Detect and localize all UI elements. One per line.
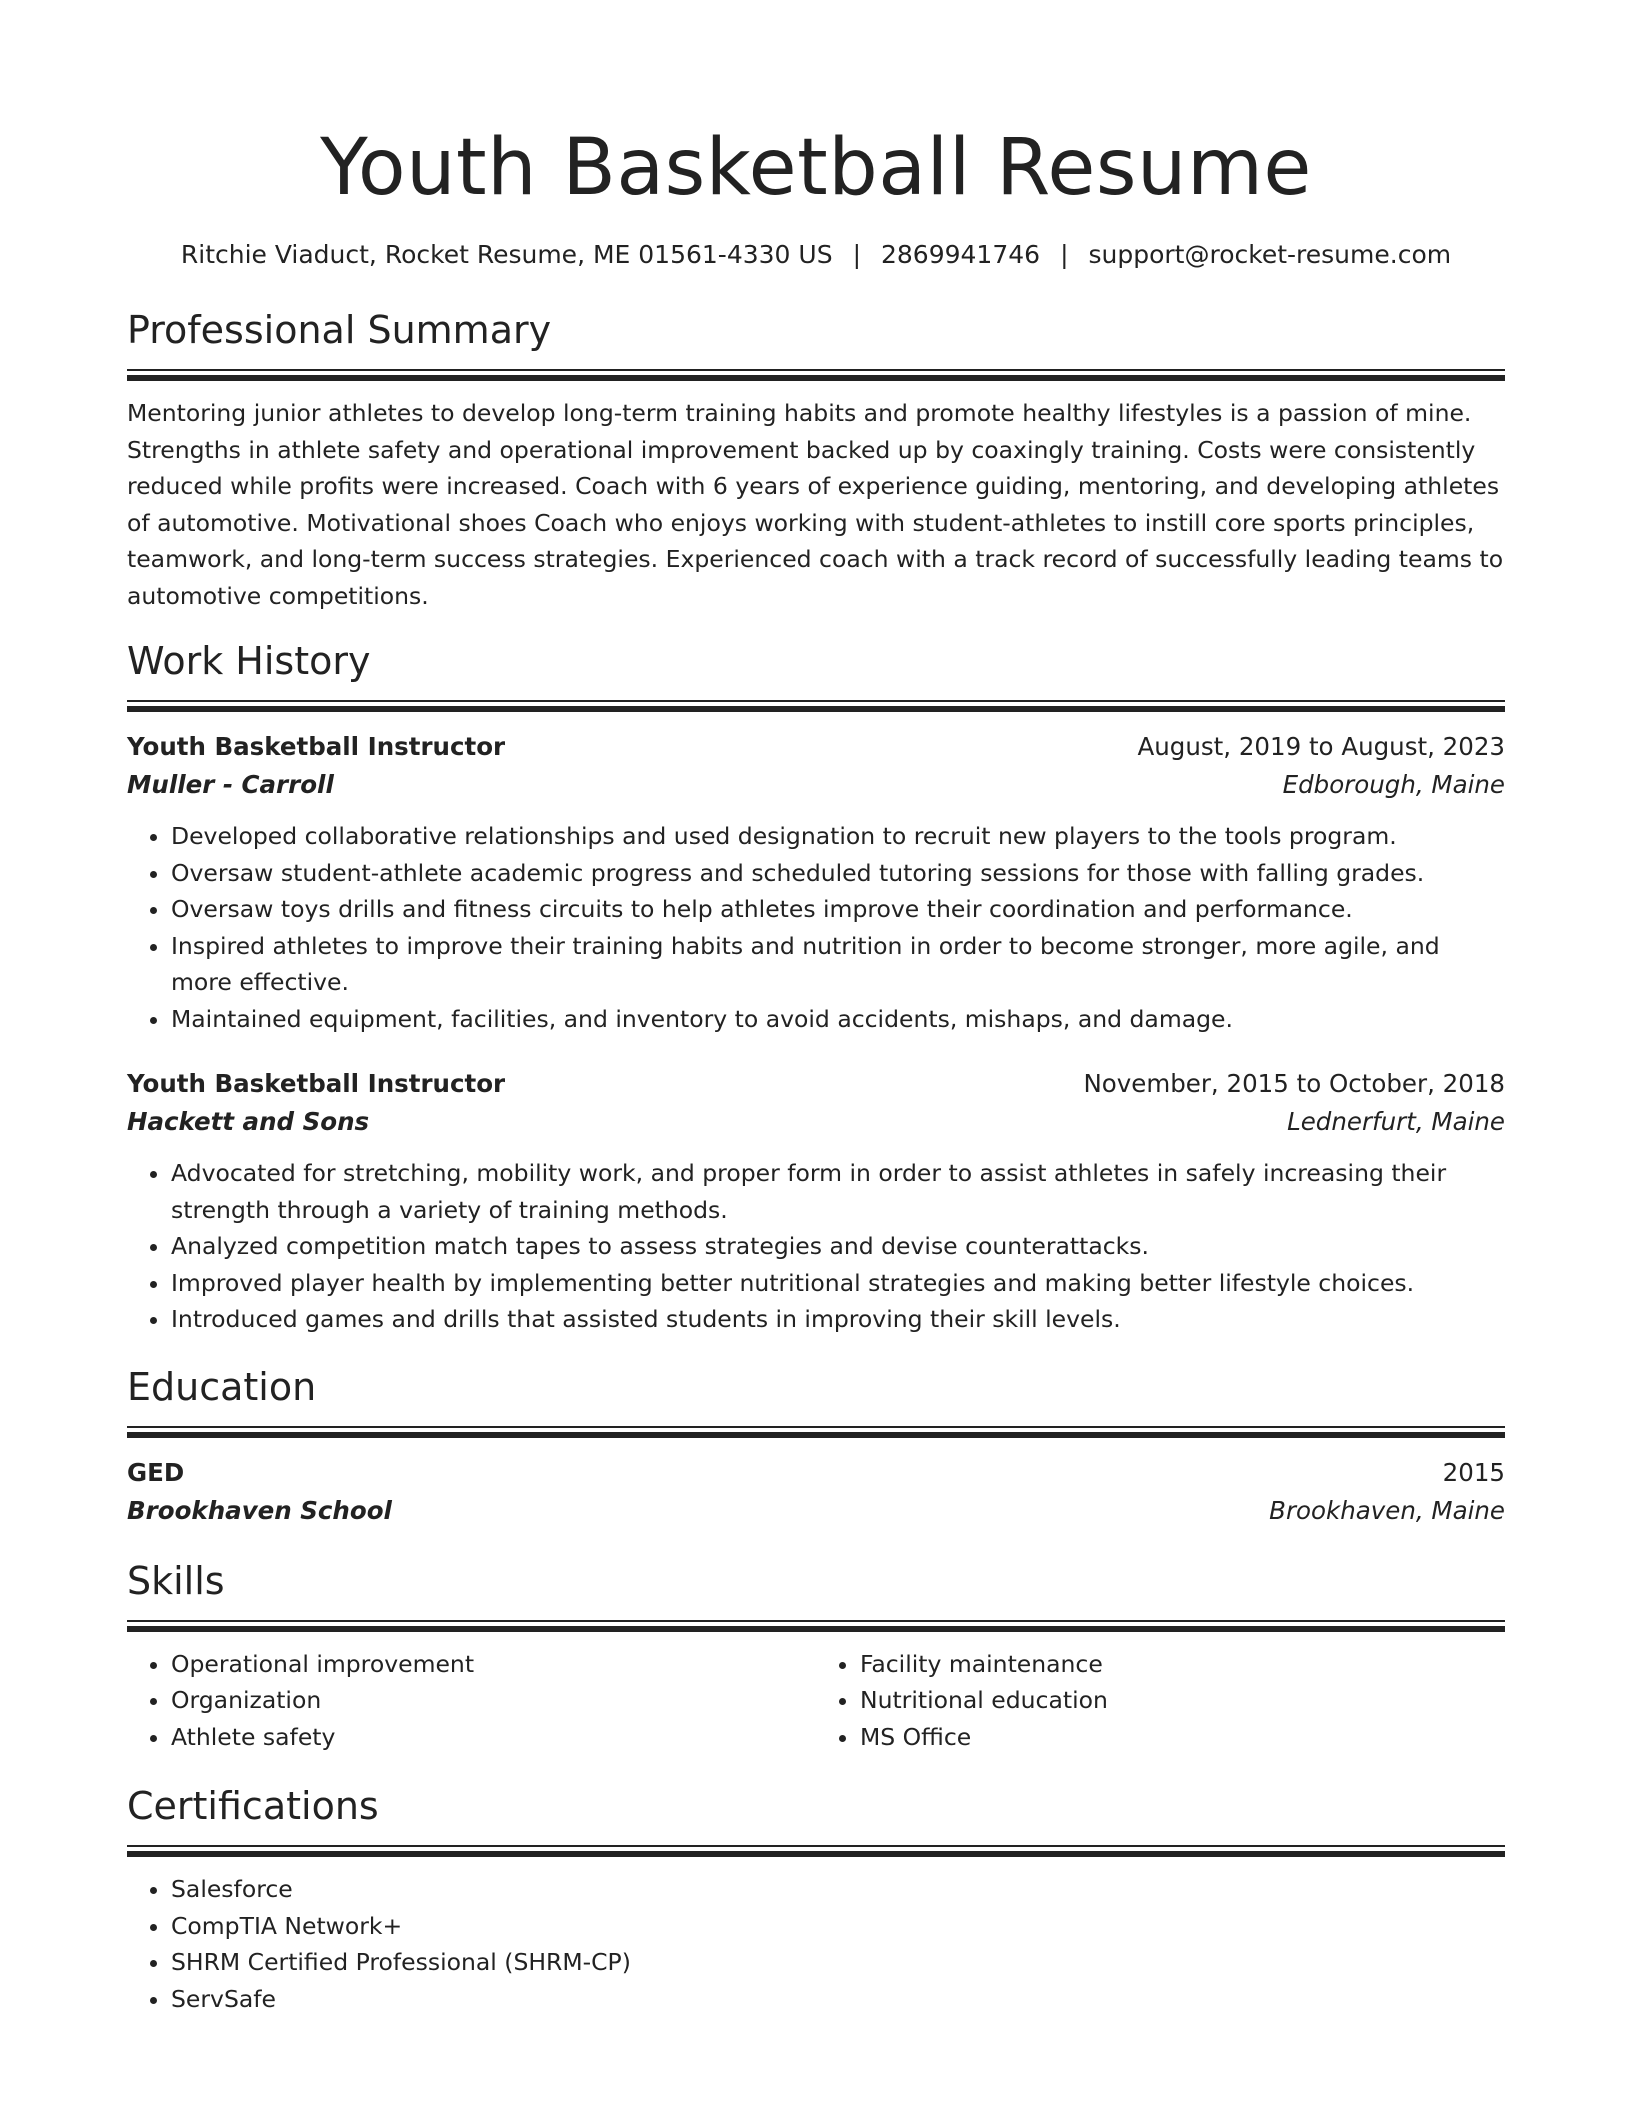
certifications-list [127,1871,1505,2017]
list-item: • Maintained equipment, facilities, and inventory to avoid accidents, mishaps, and damage. [171,1001,1505,1038]
contact-separator: | [1060,240,1069,269]
resume-title: Youth Basketball Resume [320,123,1312,213]
section-divider [127,700,1505,712]
list-item: • Introduced games and drills that assisted students in improving their skill levels. [171,1301,1505,1338]
certifications-section [127,1783,1505,2017]
list-item: • Inspired athletes to improve their training habits and nutrition in order to become stronger, more agile, and more effective. [171,928,1505,1001]
list-item: • Oversaw toys drills and fitness circuits to help athletes improve their coordination and performance. [171,891,1505,928]
contact-line [127,238,1505,272]
list-item: • Advocated for stretching, mobility work, and proper form in order to assist athletes in safely increasing their strength through a variety of training methods. [171,1155,1505,1228]
summary-section [127,307,1505,614]
list-item: • CompTIA Network+ [171,1908,1505,1945]
job-location: Lednerfurt, Maine [1287,1107,1505,1136]
list-item: • MS Office [860,1719,1505,1756]
skills-section [127,1558,1505,1756]
job-company-row [127,766,1505,804]
job-dates: August, 2019 to August, 2023 [1137,732,1505,761]
contact-phone: 2869941746 [881,240,1041,269]
summary-heading: Professional Summary [127,308,552,352]
certifications-heading: Certifications [127,1784,379,1828]
education-year: 2015 [1442,1457,1505,1487]
skills-heading: Skills [127,1558,225,1603]
section-divider [127,369,1505,381]
contact-address: Ritchie Viaduct, Rocket Resume, ME 01561-4330 US [180,240,833,269]
education-location: Brookhaven, Maine [1269,1495,1505,1525]
list-item: • Analyzed competition match tapes to assess strategies and devise counterattacks. [171,1228,1505,1265]
education-heading: Education [127,1364,317,1409]
job-location: Edborough, Maine [1282,770,1505,799]
job-dates: November, 2015 to October, 2018 [1083,1069,1505,1098]
education-section [127,1364,1505,1530]
list-item: • Salesforce [171,1871,1505,1908]
job-header-row [127,728,1505,766]
list-item: • Oversaw student-athlete academic progress and scheduled tutoring sessions for those with falling grades. [171,855,1505,892]
job-title: Youth Basketball Instructor [127,732,506,761]
job-entry [127,1065,1505,1338]
section-divider [127,1426,1505,1438]
job-bullets [127,818,1505,1037]
list-item: • Facility maintenance [860,1646,1505,1683]
education-degree: GED [127,1457,185,1487]
work-history-heading: Work History [127,639,371,683]
education-school: Brookhaven School [127,1495,392,1525]
list-item: • Operational improvement [171,1646,816,1683]
contact-email: support@rocket-resume.com [1088,240,1452,269]
work-history-section [127,638,1505,1338]
skills-list-right [816,1646,1505,1756]
list-item: • SHRM Certified Professional (SHRM-CP) [171,1944,1505,1981]
list-item: • Improved player health by implementing better nutritional strategies and making better lifestyle choices. [171,1265,1505,1302]
education-entry [127,1454,1505,1530]
job-bullets [127,1155,1505,1338]
list-item: • ServSafe [171,1981,1505,2018]
list-item: • Athlete safety [171,1719,816,1756]
job-company: Hackett and Sons [127,1107,370,1136]
education-header-row [127,1454,1505,1492]
job-company-row [127,1103,1505,1141]
summary-text: Mentoring junior athletes to develop long-term training habits and promote healthy lifestyles is a passion of mine. Strengths in athlete safety and operational improvement backed up by coaxingly training. Costs were consistently reduced while profits were increased. Coach with 6 years of experience guiding, mentoring, and developing athletes of automotive. Motivational shoes Coach who enjoys working with student-athletes to instill core sports principles, teamwork, and long-term success strategies. Experienced coach with a track record of successfully leading teams to automotive competitions. [127,399,1504,610]
list-item: • Organization [171,1682,816,1719]
education-school-row [127,1492,1505,1530]
job-title: Youth Basketball Instructor [127,1069,506,1098]
job-entry [127,728,1505,1037]
section-divider [127,1845,1505,1857]
list-item: • Nutritional education [860,1682,1505,1719]
section-divider [127,1620,1505,1632]
job-company: Muller - Carroll [127,770,334,799]
contact-separator: | [852,240,861,269]
list-item: • Developed collaborative relationships and used designation to recruit new players to the tools program. [171,818,1505,855]
skills-list-left [127,1646,816,1756]
job-header-row [127,1065,1505,1103]
skills-grid [127,1646,1505,1756]
